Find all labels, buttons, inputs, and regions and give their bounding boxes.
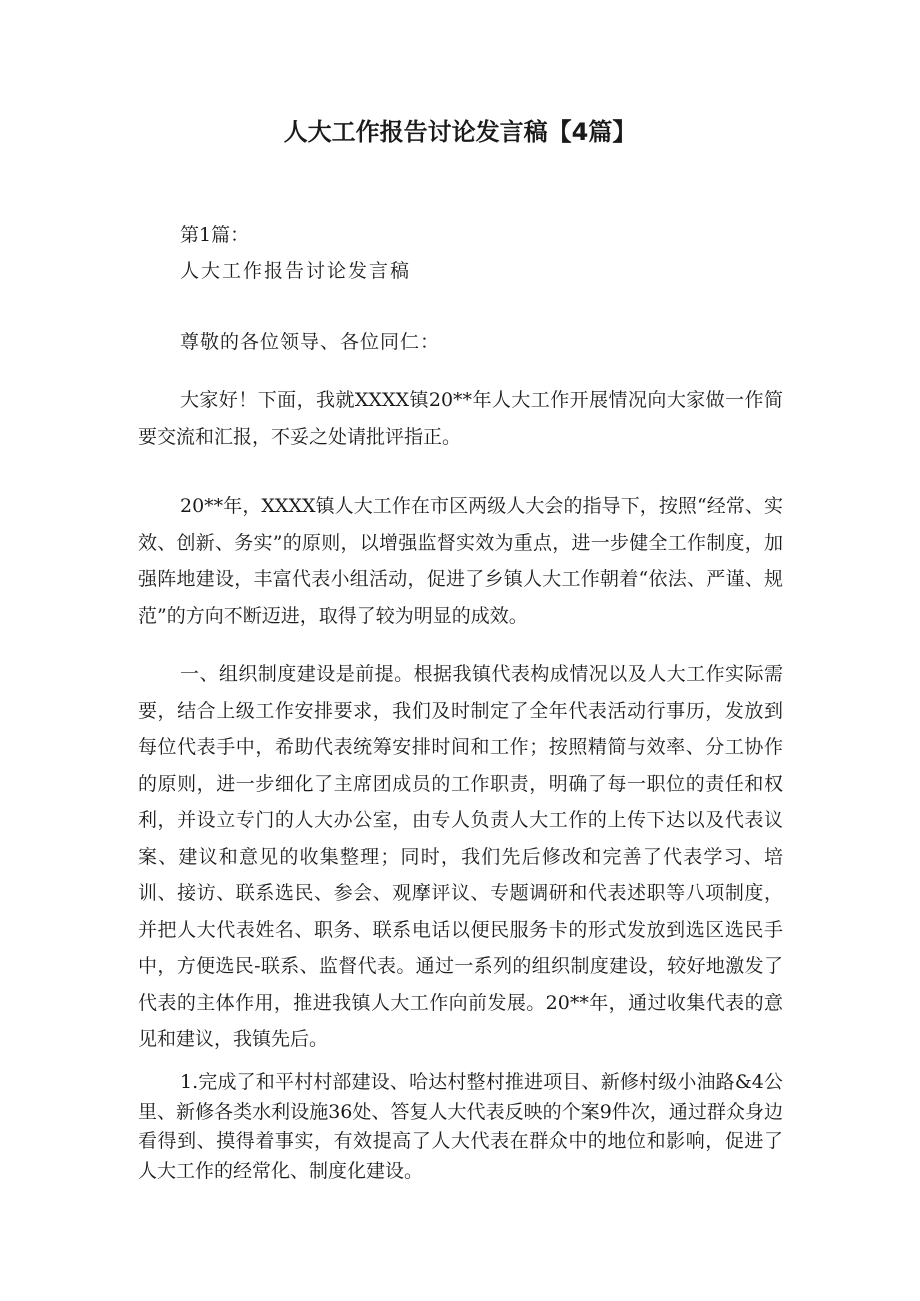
paragraph-achievements: 1.完成了和平村村部建设、哈达村整村推进项目、新修村级小油路&4公里、新修各类水利设施36处、答复人大代表反映的个案9件次，通过群众身边看得到、摸得着事实，有效提高了人大代表在群众中的地位和影响，促进了人大工作的经常化、制度化建设。 — [138, 1071, 783, 1182]
salutation: 尊敬的各位领导、各位同仁： — [180, 331, 441, 353]
section-label: 第1篇： — [180, 224, 250, 246]
document-title: 人大工作报告讨论发言稿【4篇】 — [283, 118, 637, 146]
paragraph-organization: 一、组织制度建设是前提。根据我镇代表构成情况以及人大工作实际需要，结合上级工作安排要求，我们及时制定了全年代表活动行事历，发放到每位代表手中，希助代表统筹安排时间和工作；按照精简与效率、分工协作的原则，进一步细化了主席团成员的工作职责，明确了每一职位的责任和权利，并设立专门的人大办公室，由专人负责人大工作的上传下达以及代表议案、建议和意见的收集整理；同时，我们先后修改和完善了代表学习、培训、接访、联系选民、参会、观摩评议、专题调研和代表述职等八项制度，并把人大代表姓名、职务、联系电话以便民服务卡的形式发放到选区选民手中，方便选民-联系、监督代表。通过一系列的组织制度建设，较好地激发了代表的主体作用，推进我镇人大工作向前发展。20**年，通过收集代表的意见和建议，我镇先后。 — [138, 663, 783, 1050]
paragraph-overview: 20**年，XXXX镇人大工作在市区两级人大会的指导下，按照“经常、实效、创新、务实”的原则，以增强监督实效为重点，进一步健全工作制度，加强阵地建设，丰富代表小组活动，促进了乡镇人大工作朝着“依法、严谨、规范”的方向不断迈进，取得了较为明显的成效。 — [138, 495, 783, 627]
section-subtitle: 人大工作报告讨论发言稿 — [180, 260, 412, 282]
paragraph-greeting: 大家好！下面，我就XXXX镇20**年人大工作开展情况向大家做一作简要交流和汇报，不妥之处请批评指正。 — [138, 389, 783, 448]
